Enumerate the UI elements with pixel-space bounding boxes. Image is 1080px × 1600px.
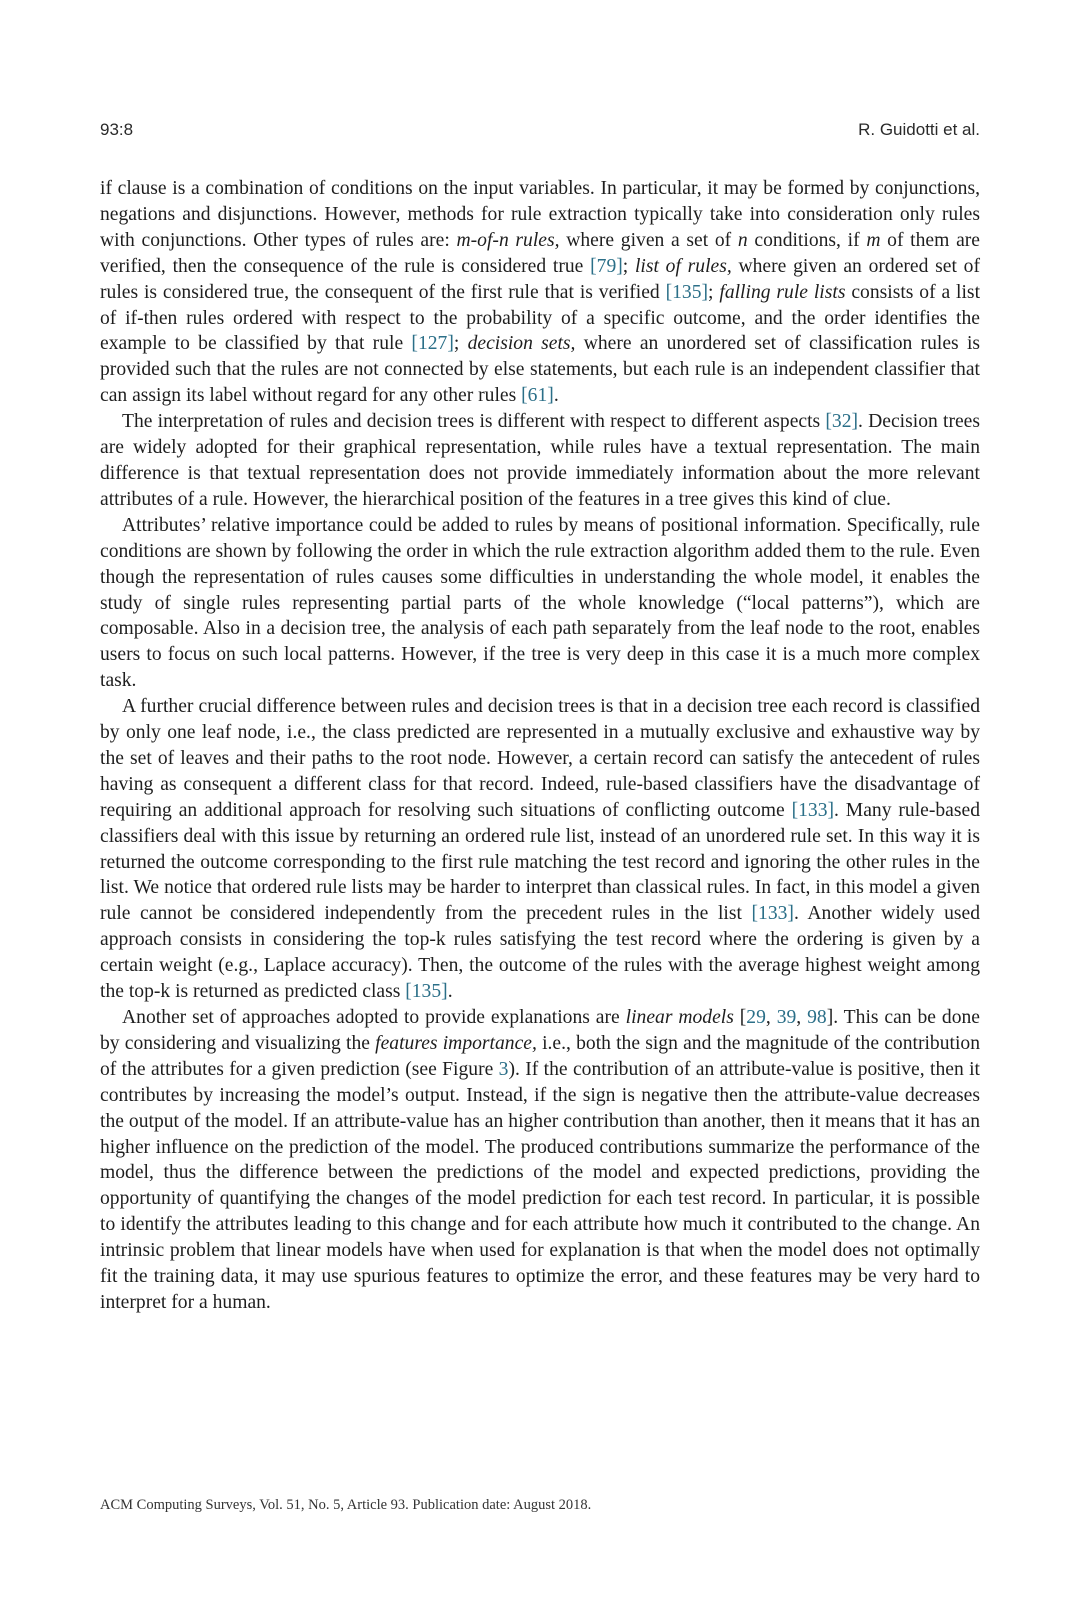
citation-link[interactable]: [79] (590, 255, 623, 277)
text-run: if clause is a combination of conditions on the input variables. In particular, it may be formed by conjunctions, negations and disjunctions. However, methods for rule extraction typically take into consideration only rules with conjunctions. Other types of rules are: (100, 178, 980, 251)
paragraph (100, 176, 980, 409)
italic-term: features importance, (375, 1032, 537, 1054)
text-run: . Another widely used approach consists in considering the top-k rules satisfying the test record where the ordering is given by a certain weight (e.g., Laplace accuracy). Then, the outcome of the rules with the average highest weight among the top-k is returned as predicted class (100, 903, 980, 1003)
text-run: The interpretation of rules and decision trees is different with respect to different aspects (122, 411, 826, 433)
italic-term: list of rules, (634, 255, 732, 277)
text-run: . Many rule-based classifiers deal with this issue by returning an ordered rule list, instead of an unordered rule set. In this way it is returned the outcome corresponding to the first rule matching the test record and ignoring the other rules in the list. We notice that ordered rule lists may be harder to interpret than classical rules. In fact, in this model a given rule cannot be considered independently from the precedent rules in the list (100, 799, 980, 925)
text-run: ]. This can be done by considering and visualizing the (100, 1007, 980, 1054)
citation-link[interactable]: [127] (411, 333, 454, 355)
citation-link[interactable]: [133] (791, 799, 835, 821)
running-head (100, 120, 980, 144)
text-run: i.e., both the sign and the magnitude of the contribution of the attributes for a given prediction (see Figure (100, 1032, 980, 1080)
italic-term: linear models (625, 1007, 734, 1028)
citation-link[interactable]: [61] (521, 385, 554, 407)
paragraph (100, 513, 980, 694)
text-run: Attributes’ relative importance could be added to rules by means of positional information. Specifically, rule conditions are shown by following the order in which the rule extraction algorithm added them to the rule. Even though the representation of rules causes some difficulties in understanding the whole model, it enables the study of single rules representing partial parts of the whole knowledge (“local patterns”), which are composable. Also in a decision tree, the analysis of each path separately from the leaf node to the root, enables users to focus on such local patterns. However, if the tree is very deep in this case it is a much more complex task. (100, 514, 980, 692)
citation-link[interactable]: [32] (825, 411, 859, 433)
page-number: 93:8 (100, 120, 134, 139)
text-run: where given an ordered set of rules is considered true, the consequent of the first rule that is verified (100, 255, 980, 303)
paragraph (100, 409, 980, 513)
citation-link[interactable]: [135] (665, 281, 709, 303)
citation-link[interactable]: 39 (776, 1007, 797, 1028)
citation-link[interactable]: [135] (405, 981, 448, 1003)
text-run: ; (708, 281, 720, 303)
citation-link[interactable]: [133] (751, 903, 794, 925)
italic-term: falling rule lists (719, 281, 846, 303)
italic-term: decision sets, (467, 333, 576, 355)
italic-term: m-of-n rules, (456, 229, 560, 251)
citation-link[interactable]: 98 (807, 1007, 827, 1028)
text-run: ; (622, 255, 635, 277)
text-run: Another set of approaches adopted to provide explanations are (122, 1007, 626, 1028)
text-run: of them are verified, then the consequence of the rule is considered true (100, 229, 980, 277)
text-run: where an unordered set of classification rules is provided such that the rules are not connected by else statements, but each rule is an independent classifier that can assign its label without regard for any other rules (100, 333, 981, 407)
text-run: . (553, 385, 559, 407)
running-authors: R. Guidotti et al. (858, 120, 980, 139)
journal-footer: ACM Computing Surveys, Vol. 51, No. 5, Article 93. Publication date: August 2018. (100, 1497, 592, 1513)
text-run: , (765, 1007, 777, 1028)
italic-term: n (737, 229, 748, 251)
paragraph (100, 694, 980, 1005)
text-run: [ (733, 1007, 747, 1028)
text-run: . (447, 981, 453, 1003)
body-text (100, 176, 980, 1316)
italic-term: m (866, 229, 881, 251)
citation-link[interactable]: 3 (498, 1058, 509, 1080)
text-run: consists of a list of if-then rules ordered with respect to the probability of a specific outcome, and the order identifies the example to be classified by that rule (100, 281, 981, 355)
text-run: ; (453, 333, 468, 355)
text-run: A further crucial difference between rules and decision trees is that in a decision tree each record is classified by only one leaf node, i.e., the class predicted are represented in a mutually exclusive and exhaustive way by the set of leaves and their paths to the root node. However, a certain record can satisfy the antecedent of rules having as consequent a different class for that record. Indeed, rule-based classifiers have the disadvantage of requiring an additional approach for resolving such situations of conflicting outcome (100, 696, 980, 821)
citation-link[interactable]: 29 (746, 1007, 766, 1028)
text-run: conditions, if (747, 229, 867, 251)
paragraph (100, 1005, 980, 1316)
text-run: . Decision trees are widely adopted for their graphical representation, while rules have a textual representation. The main difference is that textual representation does not provide immediately information about the more relevant attributes of a rule. However, the hierarchical position of the features in a tree gives this kind of clue. (100, 411, 980, 510)
text-run: ). If the contribution of an attribute-value is positive, then it contributes by increasing the model’s output. Instead, if the sign is negative then the attribute-value decreases the output of the model. If an attribute-value has an higher contribution than another, then it means that it has an higher influence on the prediction of the model. The produced contributions summarize the performance of the model, thus the difference between the predictions of the model and expected predictions, providing the opportunity of quantifying the changes of the model prediction for each test record. In particular, it is possible to identify the attributes leading to this change and for each attribute how much it contributed to the change. An intrinsic problem that linear models have when used for explanation is that when the model does not optimally fit the training data, it may use spurious features to optimize the error, and these features may be very hard to interpret for a human. (100, 1058, 980, 1313)
text-run: , (796, 1007, 808, 1028)
text-run: where given a set of (559, 229, 738, 251)
